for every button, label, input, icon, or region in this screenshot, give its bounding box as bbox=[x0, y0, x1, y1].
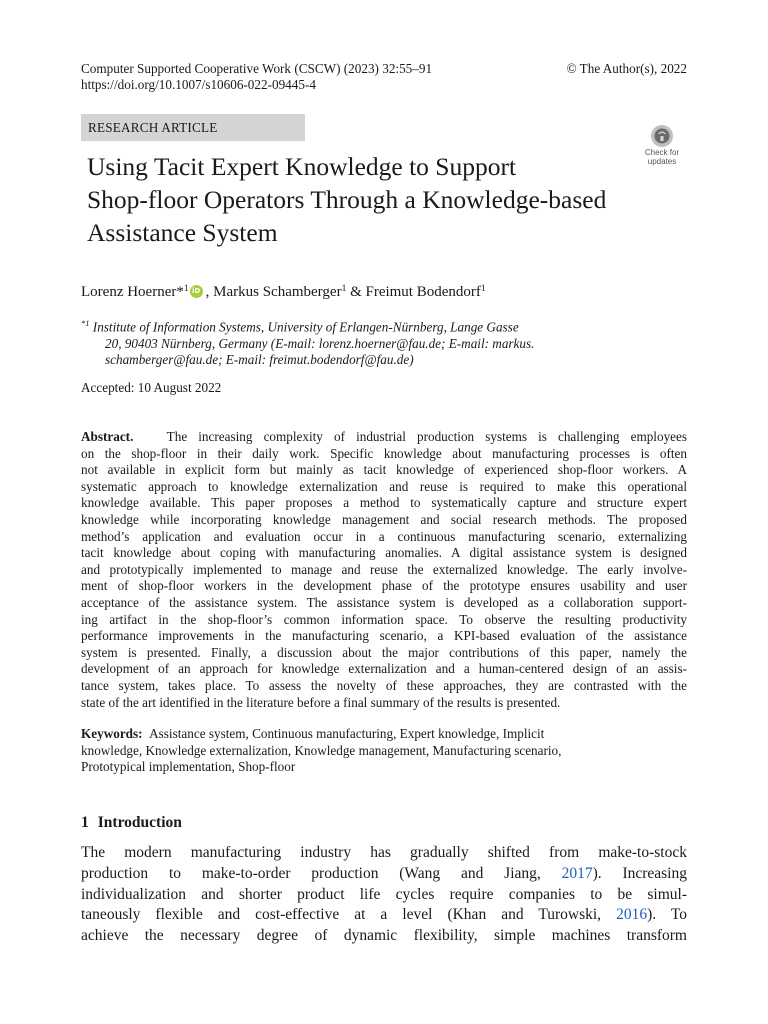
body-line: individualization and shorter product life cycles require companies to be simul- bbox=[81, 885, 687, 903]
orcid-icon[interactable]: iD bbox=[190, 285, 203, 298]
abstract-line: method’s application and evaluation occur in a continuous manufacturing scenario, externalizing bbox=[81, 528, 687, 544]
abstract-line: Abstract. The increasing complexity of industrial production systems is challenging employees bbox=[81, 429, 687, 444]
affiliation-marker: 1 bbox=[341, 284, 347, 294]
abstract-line: not available in explicit form but mainly as tacit knowledge of experienced shop-floor workers. A bbox=[81, 462, 687, 478]
citation-link[interactable]: 2016 bbox=[616, 906, 648, 924]
section-title: Introduction bbox=[97, 814, 182, 831]
abstract-line: tacit knowledge about coping with manufacturing anomalies. A digital assistance system is designed bbox=[81, 545, 687, 561]
affiliation-marker: *1 bbox=[81, 318, 90, 328]
section-heading bbox=[81, 813, 182, 833]
citation-link[interactable]: 2017 bbox=[561, 864, 593, 882]
author-name[interactable]: , Markus Schamberger bbox=[205, 284, 342, 300]
copyright-notice: © The Author(s), 2022 bbox=[566, 61, 687, 76]
title-line: Using Tacit Expert Knowledge to Support bbox=[87, 152, 517, 181]
abstract-line: performance improvements in the manufacturing scenario, a KPI-based evaluation of the assistance bbox=[81, 628, 687, 644]
abstract-line: and prototypically implemented to manage and reuse the externalized knowledge. The early involve- bbox=[81, 561, 687, 577]
abstract-line: ment of shop-floor workers in the development phase of the prototype ensures usability and user bbox=[81, 578, 687, 594]
body-line: achieve the necessary degree of dynamic flexibility, simple machines transform bbox=[81, 927, 687, 945]
abstract-line: systematic approach to knowledge externalization and reuse is required to make this operational bbox=[81, 478, 687, 494]
affiliation-block bbox=[81, 315, 687, 369]
abstract-line: on the shop-floor in their daily work. Specific knowledge about manufacturing processes is often bbox=[81, 445, 687, 461]
abstract-line: knowledge while incorporating knowledge management and social research methods. The proposed bbox=[81, 511, 687, 527]
body-line: production to make-to-order production (Wang and Jiang, 2017). Increasing bbox=[81, 864, 687, 882]
title-line: Assistance System bbox=[87, 218, 278, 247]
abstract-line: development of an approach for knowledge externalization and a human-centered design of an assis- bbox=[81, 661, 687, 677]
affiliation-line: 20, 90403 Nürnberg, Germany (E-mail: lorenz.hoerner@fau.de; E-mail: markus. bbox=[105, 335, 535, 351]
badge-line-1: Check for bbox=[644, 148, 680, 157]
keywords bbox=[81, 726, 687, 776]
keywords-line: knowledge, Knowledge externalization, Knowledge management, Manufacturing scenario, bbox=[81, 742, 562, 758]
abstract-line: tance system, takes place. To assess the novelty of these approaches, they are contrasted with the bbox=[81, 677, 687, 693]
article-type-banner: RESEARCH ARTICLE bbox=[81, 114, 305, 141]
journal-citation: Computer Supported Cooperative Work (CSCW) (2023) 32:55–91 bbox=[81, 61, 433, 76]
badge-line-2: updates bbox=[647, 157, 677, 166]
affiliation-marker: 1 bbox=[183, 284, 189, 294]
abstract-line: acceptance of the assistance system. The assistance system is developed as a collaboration support- bbox=[81, 594, 687, 610]
accepted-date: Accepted: 10 August 2022 bbox=[81, 380, 222, 395]
abstract-line: system is presented. Finally, a discussion about the major contributions of this paper, namely the bbox=[81, 644, 687, 660]
abstract-line: knowledge available. This paper proposes a method to systematically capture and structure expert bbox=[81, 495, 687, 511]
author-list bbox=[81, 282, 486, 302]
affiliation-marker: 1 bbox=[480, 284, 486, 294]
abstract-label: Abstract. bbox=[81, 429, 134, 444]
abstract-line: ing artifact in the shop-floor’s common information space. To observe the resulting productivity bbox=[81, 611, 687, 627]
abstract-line: state of the art identified in the literature before a final summary of the results is presented. bbox=[81, 694, 561, 710]
affiliation-line: $^{*1}$ Institute of Information Systems, University of Erlangen-Nürnberg, Lange Gasse bbox=[81, 318, 519, 335]
doi-link[interactable]: https://doi.org/10.1007/s10606-022-09445-4 bbox=[81, 77, 316, 92]
keywords-line: Keywords: Assistance system, Continuous manufacturing, Expert knowledge, Implicit bbox=[81, 726, 545, 741]
title-line: Shop-floor Operators Through a Knowledge-based bbox=[87, 185, 607, 214]
affiliation-line: schamberger@fau.de; E-mail: freimut.bodendorf@fau.de) bbox=[105, 352, 414, 368]
body-line: The modern manufacturing industry has gradually shifted from make-to-stock bbox=[81, 844, 687, 861]
introduction-text bbox=[81, 843, 687, 947]
body-line: taneously flexible and cost-effective at a level (Khan and Turowski, 2016). To bbox=[81, 906, 687, 924]
author-name[interactable]: & Freimut Bodendorf bbox=[346, 284, 481, 300]
paper-title bbox=[87, 150, 687, 249]
author-name[interactable]: Lorenz Hoerner* bbox=[81, 284, 184, 300]
abstract bbox=[81, 429, 687, 711]
keywords-label: Keywords: bbox=[81, 726, 143, 741]
section-number: 1 bbox=[81, 814, 89, 831]
keywords-line: Prototypical implementation, Shop-floor bbox=[81, 759, 296, 775]
